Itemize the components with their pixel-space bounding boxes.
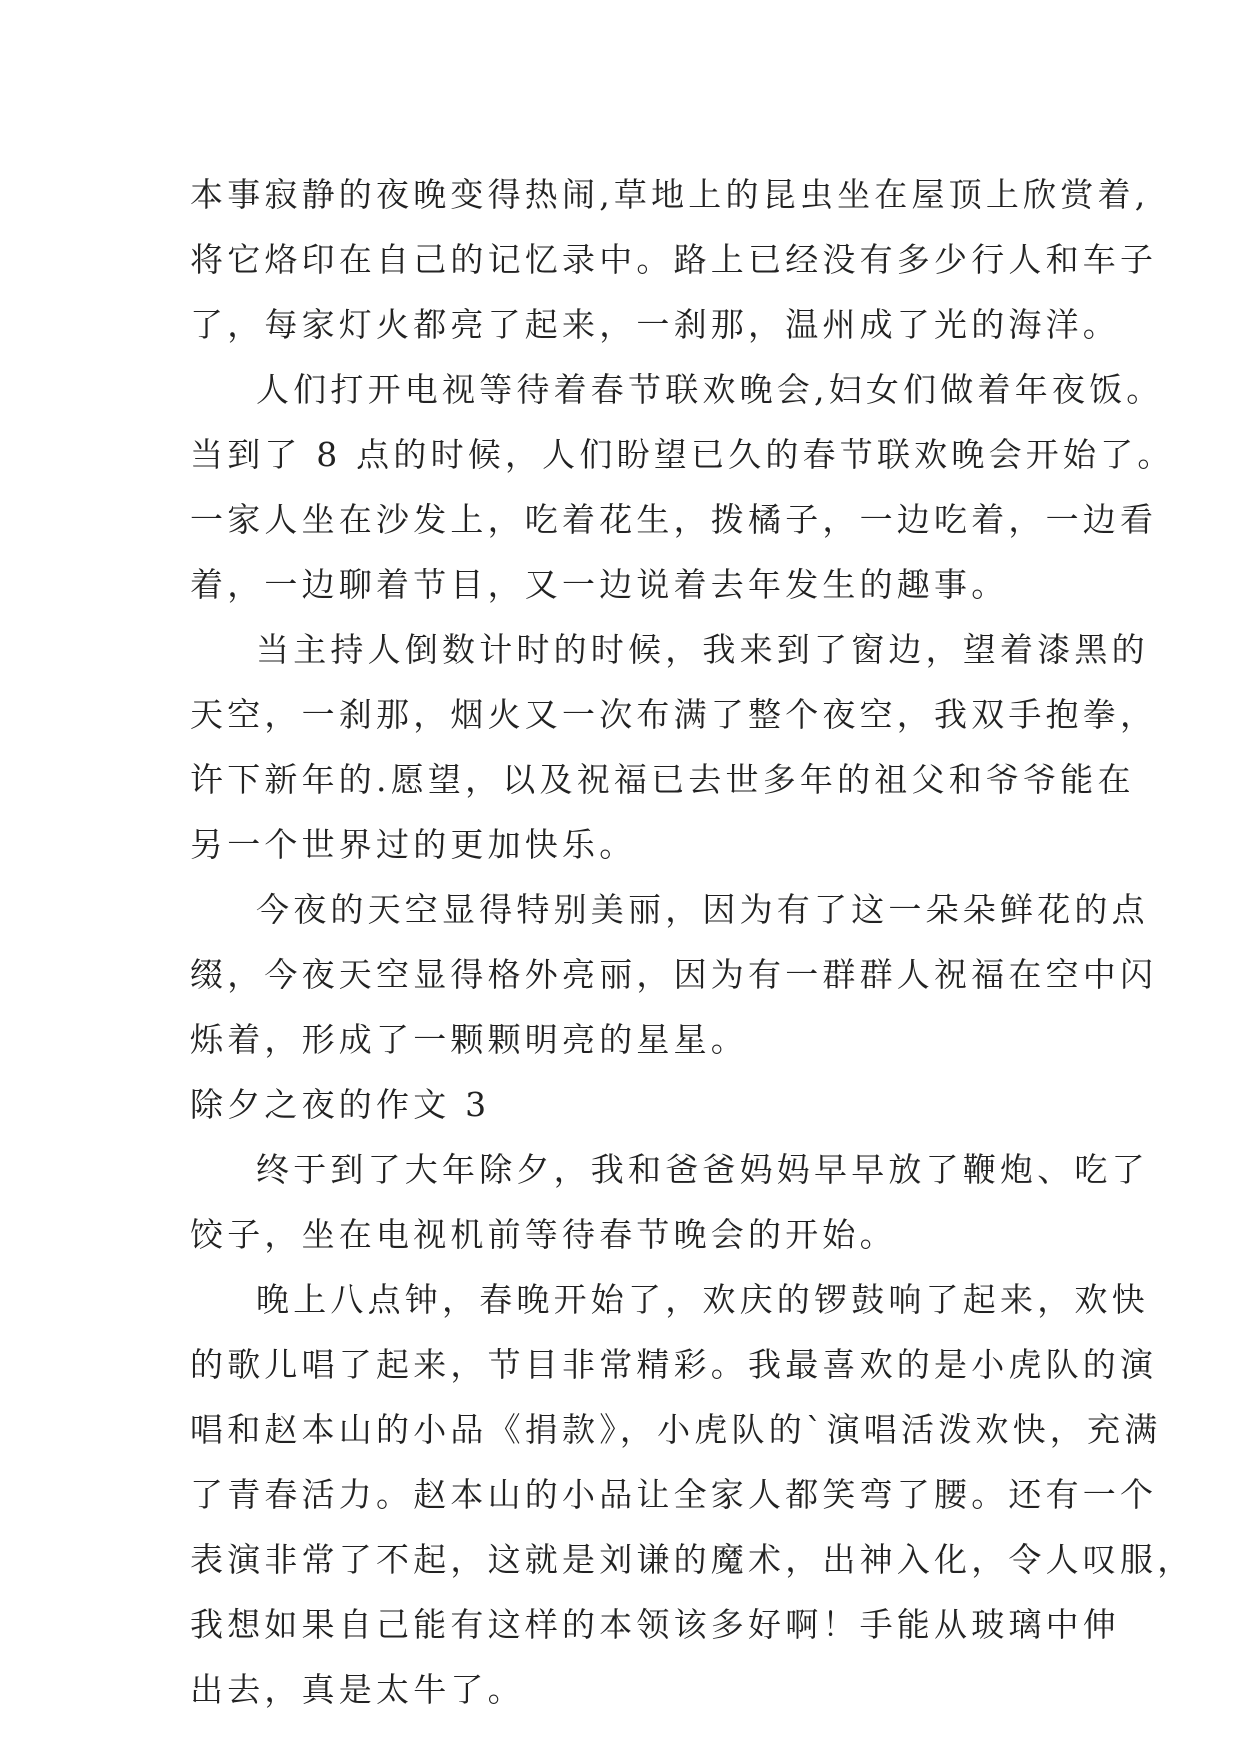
text-line: 表演非常了不起，这就是刘谦的魔术，出神入化，令人叹服， — [190, 1540, 1195, 1579]
text-line: 另一个世界过的更加快乐。 — [190, 825, 637, 864]
text-line: 许下新年的.愿望，以及祝福已去世多年的祖父和爷爷能在 — [190, 760, 1135, 799]
text-line: 饺子，坐在电视机前等待春节晚会的开始。 — [190, 1215, 897, 1254]
text-line: 今夜的天空显得特别美丽，因为有了这一朵朵鲜花的点 — [256, 890, 1149, 929]
text-line: 本事寂静的夜晚变得热闹,草地上的昆虫坐在屋顶上欣赏着, — [190, 175, 1150, 214]
text-line: 当主持人倒数计时的时候，我来到了窗边，望着漆黑的 — [256, 630, 1149, 669]
text-line: 了，每家灯火都亮了起来，一刹那，温州成了光的海洋。 — [190, 305, 1120, 344]
text-line: 一家人坐在沙发上，吃着花生，拨橘子，一边吃着，一边看 — [190, 500, 1158, 539]
text-line: 了青春活力。赵本山的小品让全家人都笑弯了腰。还有一个 — [190, 1475, 1158, 1514]
text-line: 唱和赵本山的小品《捐款》，小虎队的`演唱活泼欢快，充满 — [190, 1410, 1162, 1449]
text-line: 烁着，形成了一颗颗明亮的星星。 — [190, 1020, 748, 1059]
text-line: 的歌儿唱了起来，节目非常精彩。我最喜欢的是小虎队的演 — [190, 1345, 1158, 1384]
text-line: 缀，今夜天空显得格外亮丽，因为有一群群人祝福在空中闪 — [190, 955, 1158, 994]
text-line: 着，一边聊着节目，又一边说着去年发生的趣事。 — [190, 565, 1009, 604]
essay-text — [190, 162, 1195, 1722]
text-line: 天空，一刹那，烟火又一次布满了整个夜空，我双手抱拳， — [190, 695, 1158, 734]
text-line: 将它烙印在自己的记忆录中。路上已经没有多少行人和车子 — [190, 240, 1158, 279]
text-line: 当到了 8 点的时候，人们盼望已久的春节联欢晚会开始了。 — [190, 435, 1175, 474]
text-line: 出去，真是太牛了。 — [190, 1670, 525, 1709]
text-line: 人们打开电视等待着春节联欢晚会,妇女们做着年夜饭。 — [256, 370, 1164, 409]
text-line: 晚上八点钟，春晚开始了，欢庆的锣鼓响了起来，欢快 — [256, 1280, 1149, 1319]
section-heading: 除夕之夜的作文 3 — [190, 1085, 491, 1124]
text-line: 终于到了大年除夕，我和爸爸妈妈早早放了鞭炮、吃了 — [256, 1150, 1149, 1189]
text-line: 我想如果自己能有这样的本领该多好啊！手能从玻璃中伸 — [190, 1605, 1120, 1644]
